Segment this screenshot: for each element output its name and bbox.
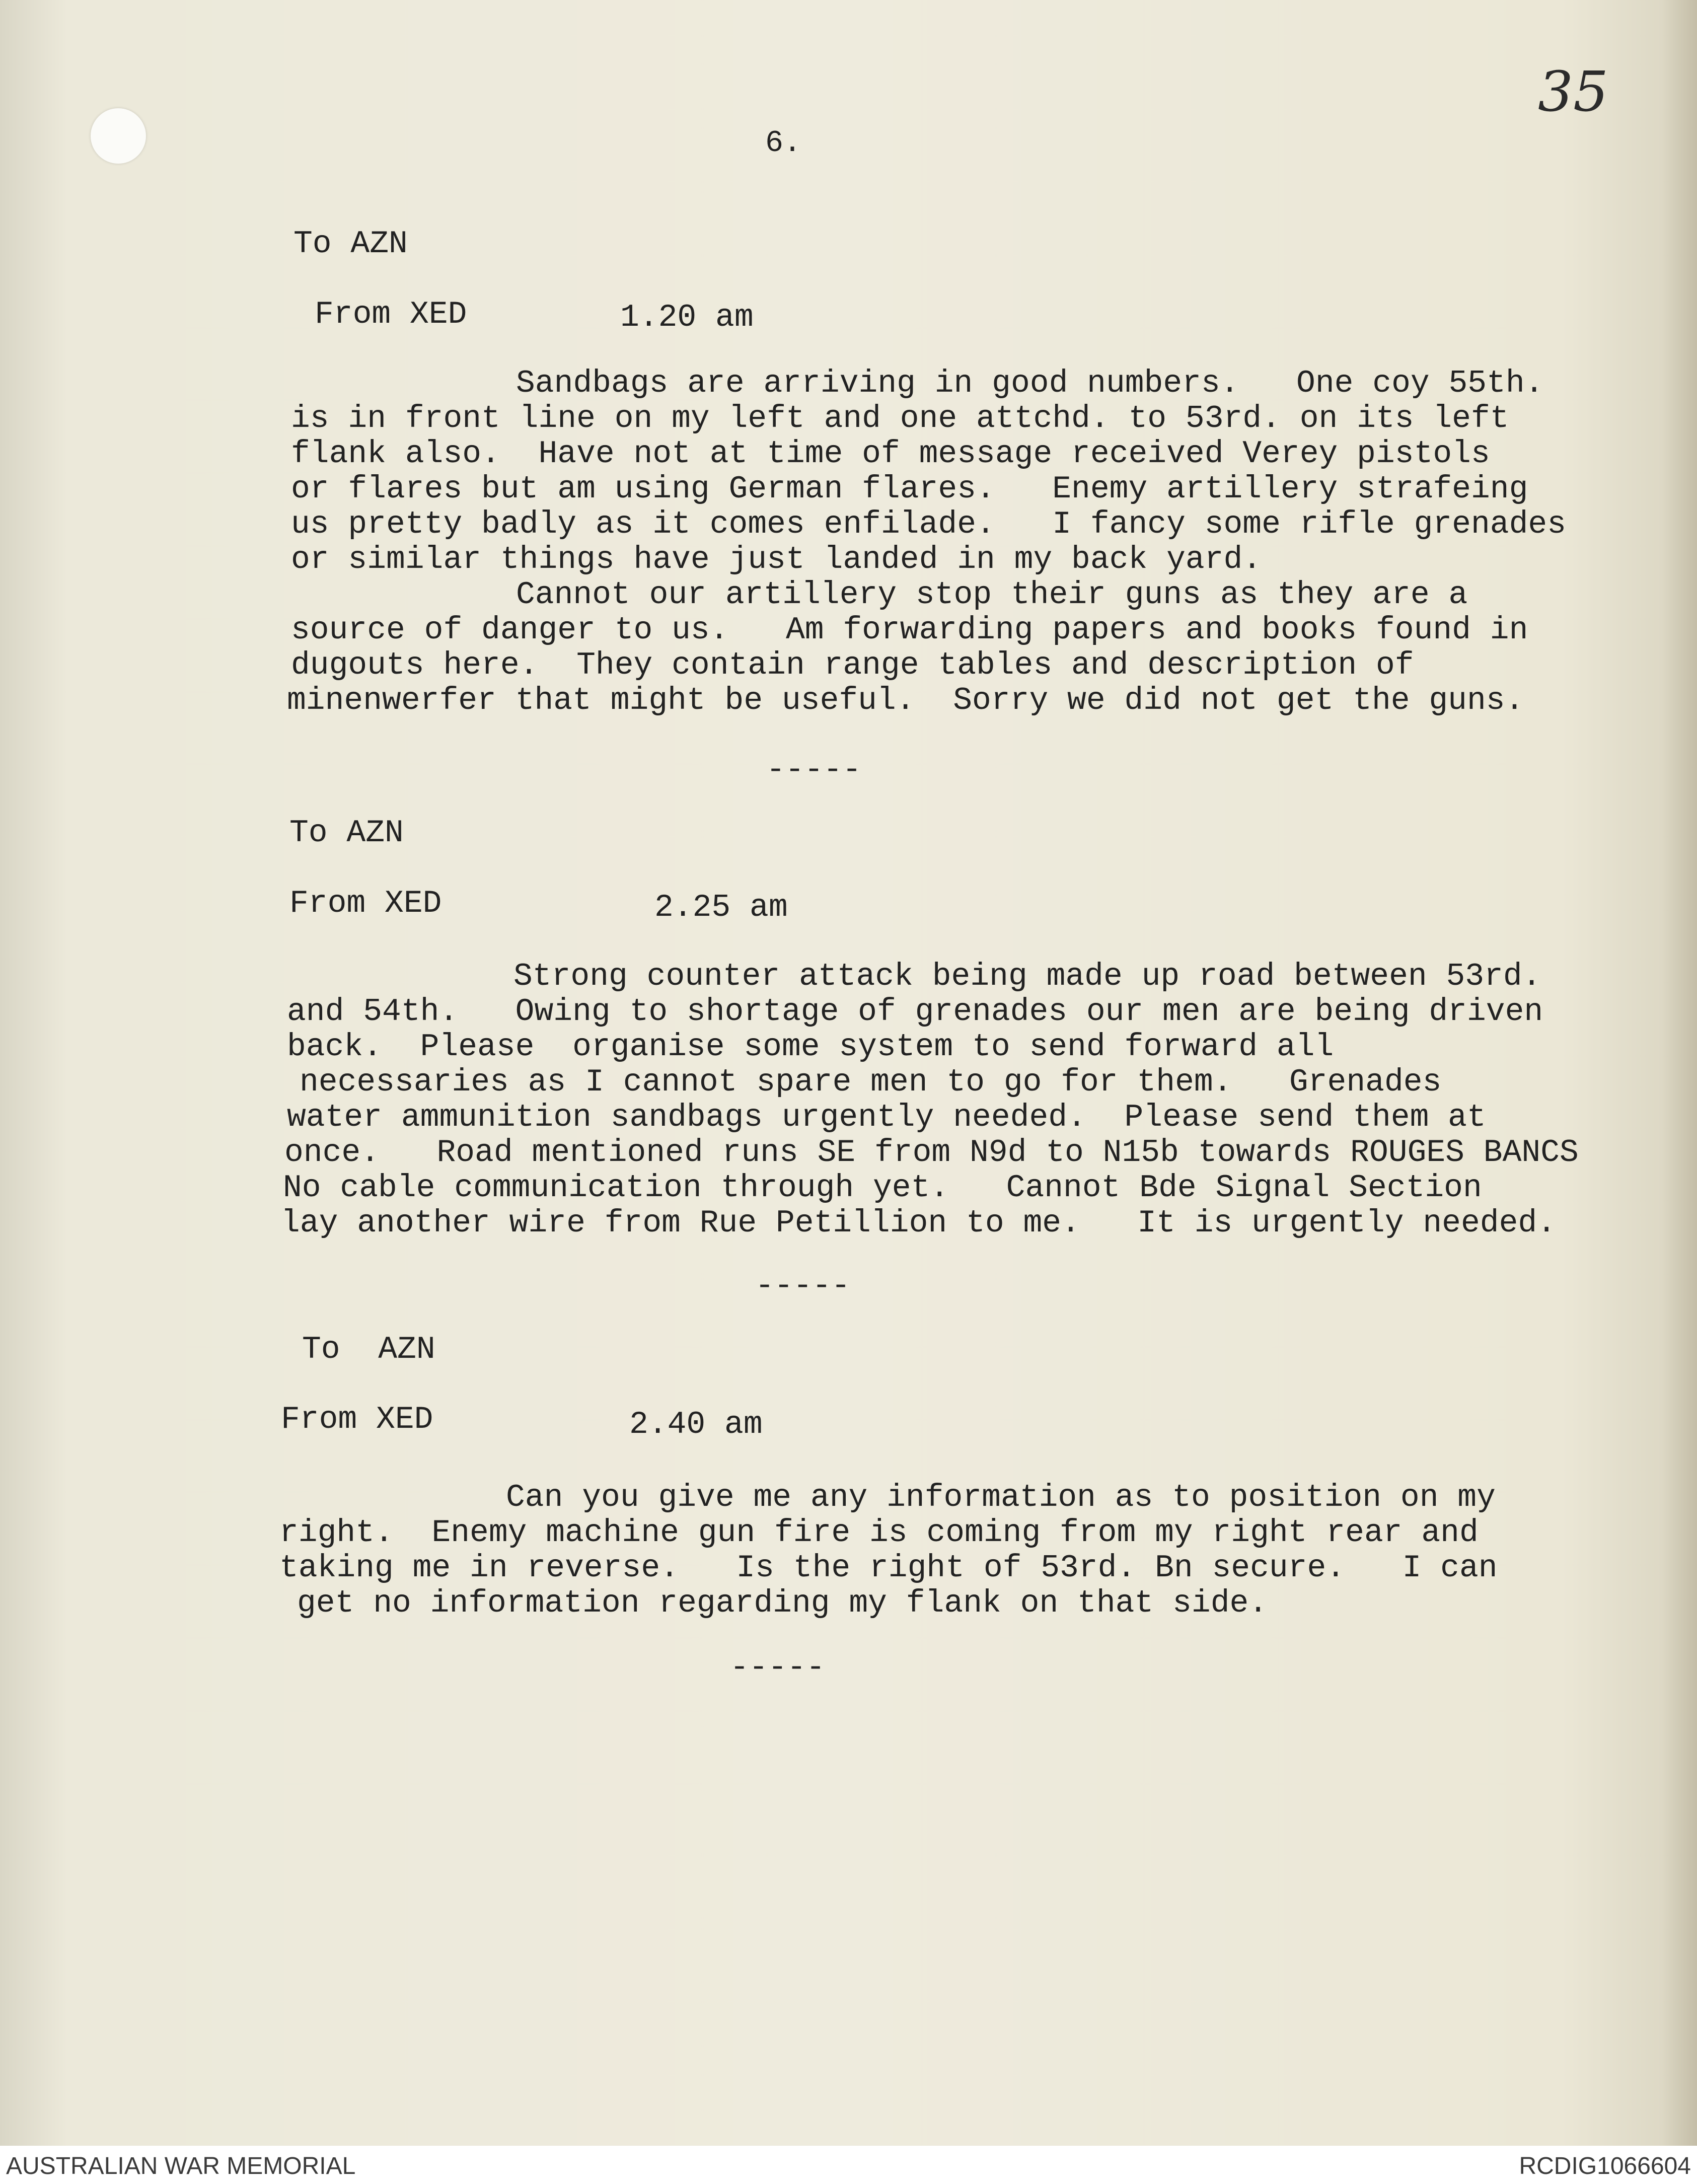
message-1-from: From XED — [315, 297, 467, 332]
message-3-line-2: right. Enemy machine gun fire is coming from my right rear and — [279, 1515, 1479, 1551]
message-2-line-5: water ammunition sandbags urgently needed. Please send them at — [287, 1100, 1486, 1135]
message-3-line-3: taking me in reverse. Is the right of 53rd. Bn secure. I can — [279, 1550, 1498, 1586]
message-1-line-2: is in front line on my left and one attchd. to 53rd. on its left — [291, 401, 1509, 436]
message-1-line-6: or similar things have just landed in my back yard. — [291, 542, 1262, 577]
message-2-line-6: once. Road mentioned runs SE from N9d to N15b towards ROUGES BANCS — [284, 1135, 1579, 1171]
folio-number: 35 — [1538, 59, 1608, 124]
message-1-line-3: flank also. Have not at time of message received Verey pistols — [291, 436, 1490, 472]
message-1-time: 1.20 am — [620, 300, 754, 335]
message-2-from: From XED — [289, 886, 442, 921]
message-3-time: 2.40 am — [629, 1407, 763, 1442]
message-1-line-9: dugouts here. They contain range tables and description of — [291, 647, 1414, 683]
message-2-line-8: lay another wire from Rue Petillion to me. It is urgently needed. — [281, 1205, 1557, 1241]
message-3-line-4: get no information regarding my flank on that side. — [297, 1585, 1268, 1621]
message-2-line-4: necessaries as I cannot spare men to go for them. Grenades — [300, 1064, 1442, 1100]
message-1-line-1: Sandbags are arriving in good numbers. One coy 55th. — [516, 366, 1544, 401]
message-2-line-7: No cable communication through yet. Cannot Bde Signal Section — [283, 1170, 1482, 1206]
message-3-from: From XED — [281, 1402, 433, 1437]
message-2-to: To AZN — [289, 815, 404, 851]
message-1-line-8: source of danger to us. Am forwarding papers and books found in — [291, 612, 1528, 648]
message-2-line-3: back. Please organise some system to send forward all — [287, 1029, 1334, 1065]
punch-hole — [91, 108, 146, 164]
message-1-line-10: minenwerfer that might be useful. Sorry we did not get the guns. — [287, 683, 1524, 718]
message-3-line-1: Can you give me any information as to position on my — [506, 1480, 1496, 1515]
message-1-line-7: Cannot our artillery stop their guns as they are a — [516, 577, 1468, 613]
footer-record-id: RCDIG1066604 — [1519, 2153, 1691, 2179]
message-3-to: To AZN — [302, 1332, 435, 1367]
footer-archive-name: AUSTRALIAN WAR MEMORIAL — [6, 2153, 356, 2179]
message-1-line-4: or flares but am using German flares. Enemy artillery strafeing — [291, 471, 1528, 507]
message-2-line-1: Strong counter attack being made up road between 53rd. — [513, 959, 1541, 994]
message-1-to: To AZN — [293, 226, 408, 262]
message-2-line-2: and 54th. Owing to shortage of grenades our men are being driven — [287, 994, 1543, 1030]
separator-2: ----- — [755, 1268, 851, 1304]
message-2-time: 2.25 am — [654, 890, 788, 925]
separator-1: ----- — [766, 752, 862, 788]
page-number: 6. — [765, 126, 802, 161]
separator-3: ----- — [730, 1650, 826, 1686]
message-1-line-5: us pretty badly as it comes enfilade. I fancy some rifle grenades — [291, 506, 1567, 542]
